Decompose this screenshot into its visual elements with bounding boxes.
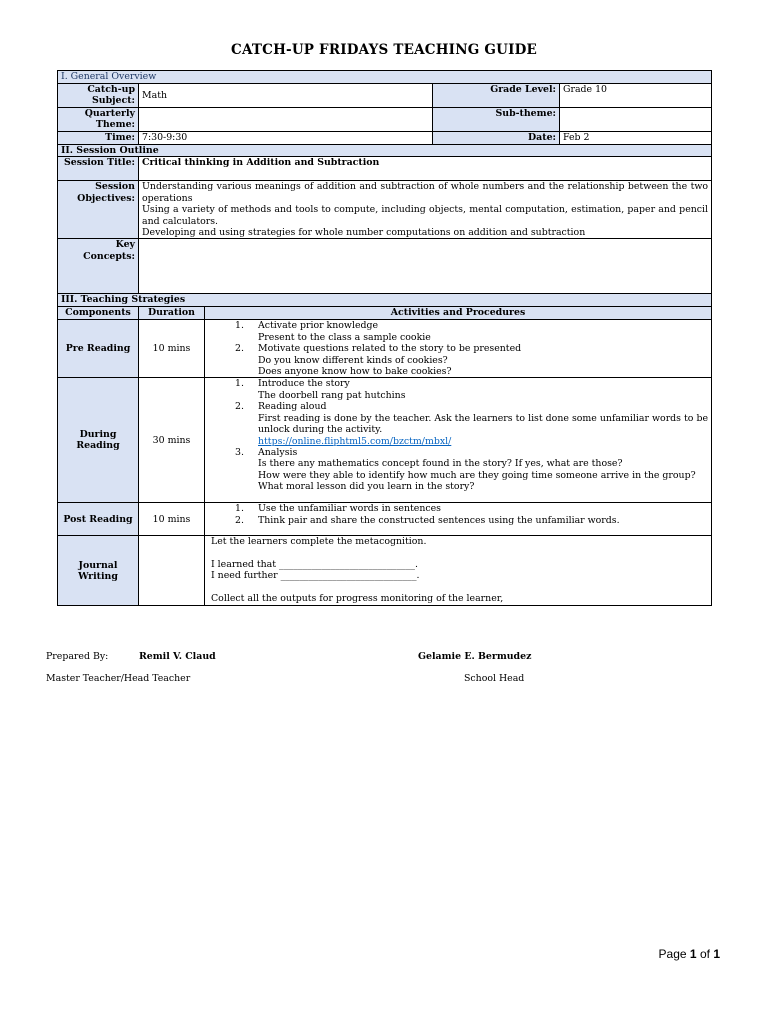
date-value: Feb 2: [560, 132, 712, 145]
quarterly-theme-value: [139, 108, 433, 132]
list-item: 2. Reading aloud First reading is done by the teacher. Ask the learners to list done some unfamiliar words to be unlock during the activity. https://online.fliphtml5.com/bzctm/mbxl/: [235, 401, 709, 447]
list-item: 1. Activate prior knowledge Present to the class a sample cookie: [235, 320, 431, 343]
page-number: Page 1 of 1: [658, 947, 720, 961]
column-header-activities: Activities and Procedures: [205, 307, 712, 320]
objective-2: Using a variety of methods and tools to compute, including objects, mental computation, estimation, paper and pencil and calculators.: [142, 204, 709, 227]
school-head-role: School Head: [464, 673, 525, 684]
school-head-name: Gelamie E. Bermudez: [418, 651, 532, 662]
section-session-outline: II. Session Outline: [58, 145, 712, 157]
list-item: 2. Think pair and share the constructed sentences using the unfamiliar words.: [235, 514, 620, 526]
section-teaching-strategies: III. Teaching Strategies: [58, 294, 712, 307]
journal-writing-activities: Let the learners complete the metacognition. I learned that _____________________________. I need further _____________________________. Collect all the outputs for progress monitoring of the learner,: [205, 536, 712, 606]
sub-theme-label: Sub-theme:: [433, 108, 560, 132]
document-title: CATCH-UP FRIDAYS TEACHING GUIDE: [231, 42, 537, 58]
list-item: 1. Use the unfamiliar words in sentences: [235, 503, 441, 515]
post-reading-label: Post Reading: [58, 503, 139, 536]
list-item: 1. Introduce the story The doorbell rang pat hutchins: [235, 378, 406, 401]
sub-theme-value: [560, 108, 712, 132]
objective-3: Developing and using strategies for whole number computations on addition and subtraction: [142, 227, 586, 239]
date-label: Date:: [433, 132, 560, 145]
column-header-components: Components: [58, 307, 139, 320]
post-reading-duration: 10 mins: [139, 503, 205, 536]
preparer-role: Master Teacher/Head Teacher: [46, 673, 191, 684]
time-label: Time:: [58, 132, 139, 145]
journal-writing-label: Journal Writing: [58, 536, 139, 606]
during-reading-duration: 30 mins: [139, 378, 205, 503]
session-objectives-value: [139, 181, 712, 239]
column-header-duration: Duration: [139, 307, 205, 320]
section-general-overview: I. General Overview: [58, 71, 712, 84]
quarterly-theme-label: Quarterly Theme:: [58, 108, 139, 132]
pre-reading-duration: 10 mins: [139, 320, 205, 378]
list-item: 3. Analysis Is there any mathematics concept found in the story? If yes, what are those? How were they able to identify how much are they going time someone arrive in the group? What moral lesson did you learn in the story?: [235, 446, 696, 493]
prepared-by-label: Prepared By:: [46, 651, 109, 662]
pre-reading-label: Pre Reading: [58, 320, 139, 378]
session-title-value: Critical thinking in Addition and Subtraction: [139, 157, 712, 181]
post-reading-activities: [205, 503, 712, 536]
preparer-name: Remil V. Claud: [139, 651, 216, 662]
story-link[interactable]: https://online.fliphtml5.com/bzctm/mbxl/: [258, 435, 452, 447]
grade-level-label: Grade Level:: [433, 84, 560, 108]
objective-1: Understanding various meanings of addition and subtraction of whole numbers and the relationship between the two operations: [142, 181, 709, 204]
subject-value: Math: [139, 84, 433, 108]
subject-label: Catch-up Subject:: [58, 84, 139, 108]
list-item: 2. Motivate questions related to the story to be presented Do you know different kinds of cookies? Does anyone know how to bake cookies?: [235, 343, 522, 378]
key-concepts-value: [139, 239, 712, 294]
pre-reading-activities: [205, 320, 712, 378]
journal-writing-duration: [139, 536, 205, 606]
key-concepts-label: Key Concepts:: [58, 239, 139, 294]
during-reading-label: During Reading: [58, 378, 139, 503]
time-value: 7:30-9:30: [139, 132, 433, 145]
grade-level-value: Grade 10: [560, 84, 712, 108]
teaching-guide-table: [57, 70, 712, 606]
during-reading-activities: [205, 378, 712, 503]
session-title-label: Session Title:: [58, 157, 139, 181]
session-objectives-label: Session Objectives:: [58, 181, 139, 239]
